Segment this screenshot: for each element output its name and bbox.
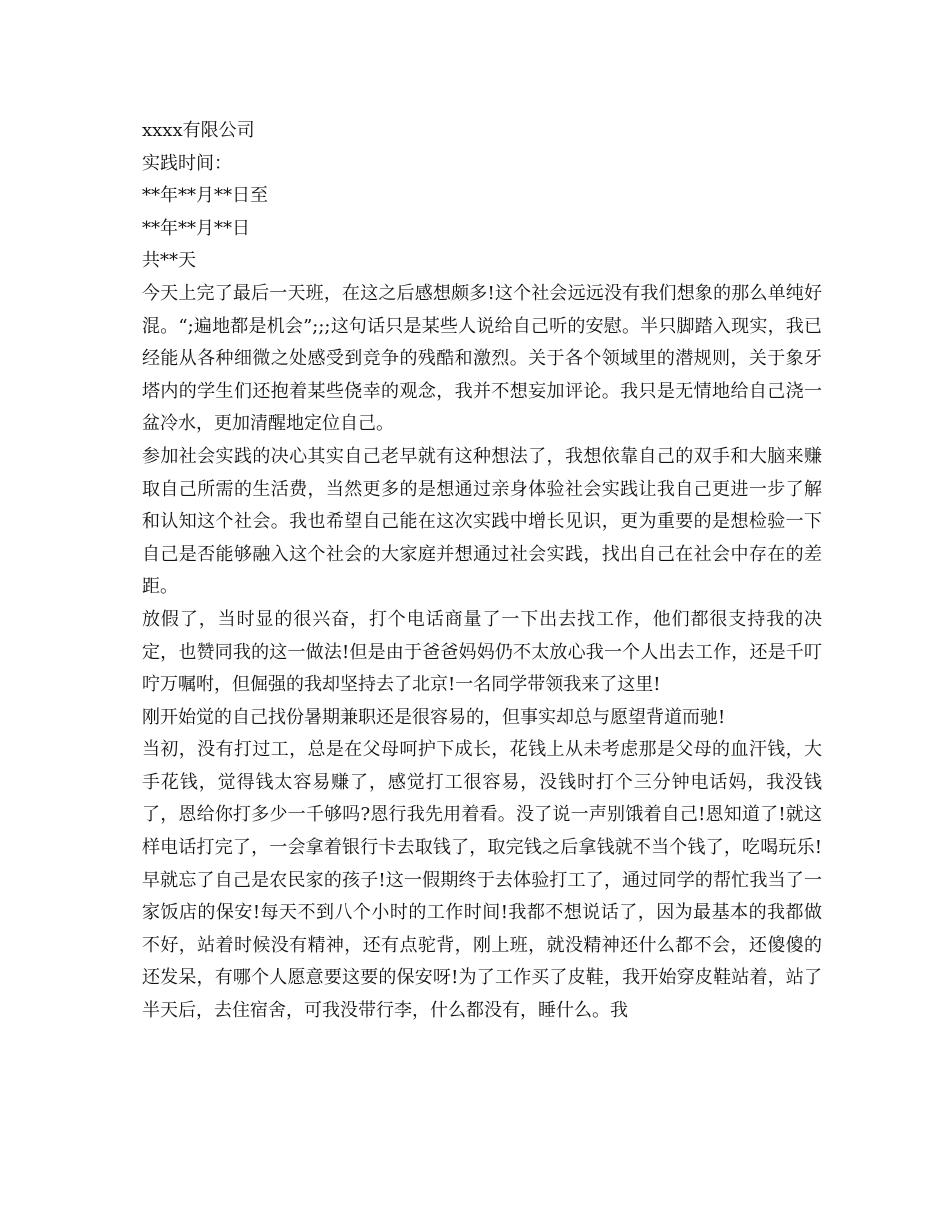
- paragraph-motivation: 参加社会实践的决心其实自己老早就有这种想法了，我想依靠自己的双手和大脑来赚取自己所需的生活费，当然更多的是想通过亲身体验社会实践让我自己更进一步了解和认知这个社会。我也希望自己能在这次实践中增长见识，更为重要的是想检验一下自己是否能够融入这个社会的大家庭并想通过社会实践，找出自己在社会中存在的差距。: [142, 445, 822, 598]
- total-days: 共**天: [142, 250, 196, 272]
- document-body: [142, 115, 822, 1028]
- paragraph-reflection: 今天上完了最后一天班，在这之后感想颇多!这个社会远远没有我们想象的那么单纯好混。“;遍地都是机会”;;;这句话只是某些人说给自己听的安慰。半只脚踏入现实，我已经能从各种细微之处感受到竞争的残酷和激烈。关于各个领域里的潜规则，关于象牙塔内的学生们还抱着某些侥幸的观念，我并不想妄加评论。我只是无情地给自己浇一盆冷水，更加清醒地定位自己。: [142, 282, 822, 435]
- paragraph-expectation: 刚开始觉的自己找份暑期兼职还是很容易的，但事实却总与愿望背道而驰!: [142, 706, 726, 728]
- paragraph-vacation: 放假了，当时显的很兴奋，打个电话商量了一下出去找工作，他们都很支持我的决定，也赞同我的这一做法!但是由于爸爸妈妈仍不太放心我一个人出去工作，还是千叮咛万嘱咐，但倔强的我却坚持去了北京!一名同学带领我来了这里!: [142, 608, 822, 696]
- paragraph-experience: 当初，没有打过工，总是在父母呵护下成长，花钱上从未考虑那是父母的血汗钱，大手花钱，觉得钱太容易赚了，感觉打工很容易，没钱时打个三分钟电话妈，我没钱了，恩给你打多少一千够吗?恩行我先用着看。没了说一声别饿着自己!恩知道了!就这样电话打完了，一会拿着银行卡去取钱了，取完钱之后拿钱就不当个钱了，吃喝玩乐!早就忘了自己是农民家的孩子!这一假期终于去体验打工了，通过同学的帮忙我当了一家饭店的保安!每天不到八个小时的工作时间!我都不想说话了，因为最基本的我都做不好，站着时候没有精神，还有点驼背，刚上班，就没精神还什么都不会，还傻傻的还发呆，有哪个人愿意要这要的保安呀!为了工作买了皮鞋，我开始穿皮鞋站着，站了半天后，去住宿舍，可我没带行李，什么都没有，睡什么。我: [142, 739, 822, 1022]
- company-name: xxxx有限公司: [142, 120, 255, 141]
- start-date: **年**月**日至: [142, 185, 268, 207]
- end-date: **年**月**日: [142, 217, 250, 239]
- practice-time-label: 实践时间：: [142, 152, 232, 174]
